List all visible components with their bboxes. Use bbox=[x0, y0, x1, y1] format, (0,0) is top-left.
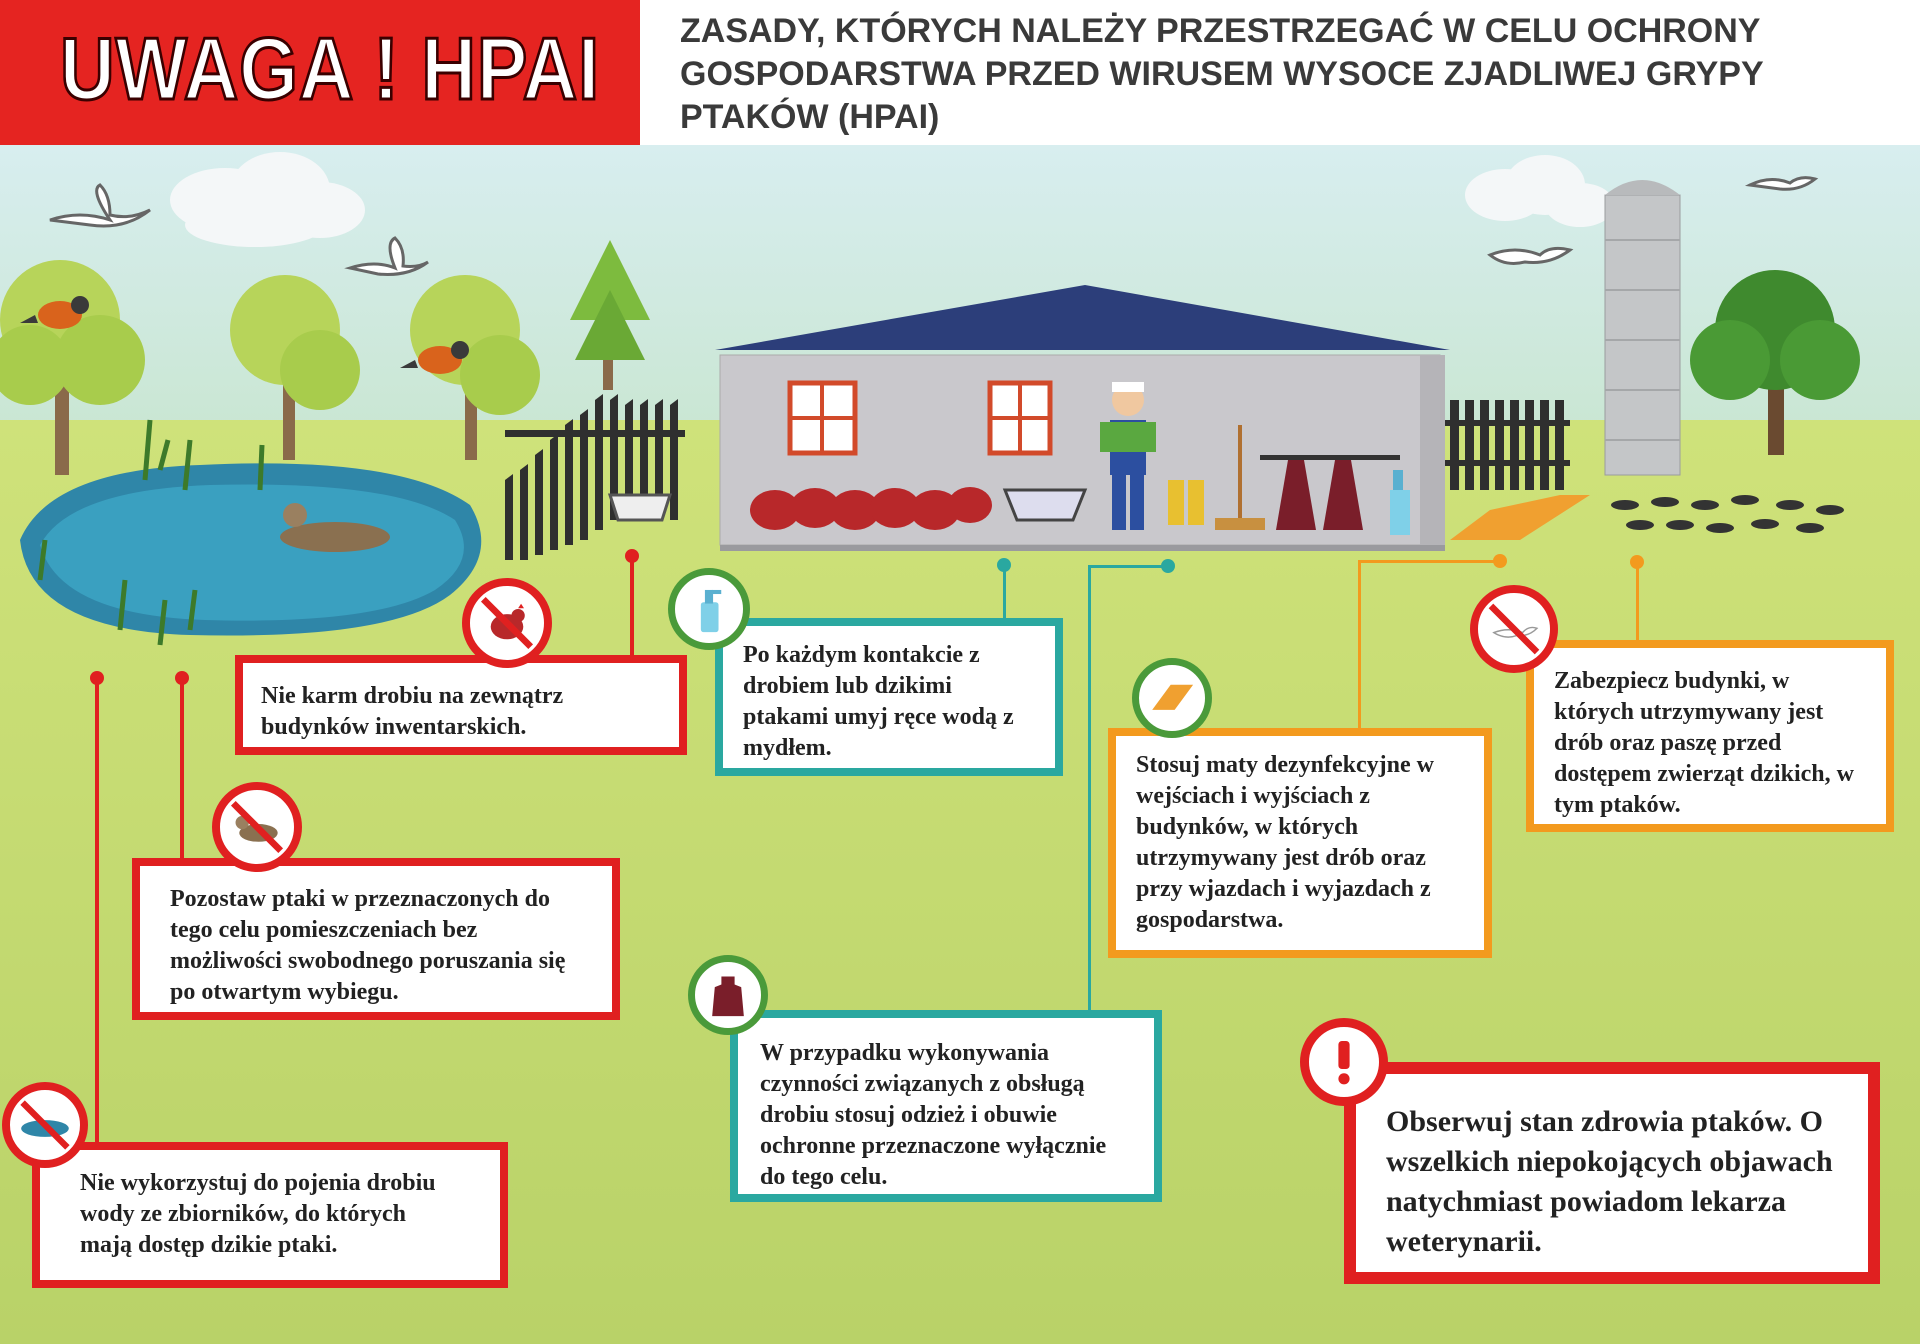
no-pond-icon bbox=[2, 1082, 88, 1168]
connector-dot bbox=[625, 549, 639, 563]
rule-water-box bbox=[32, 1142, 508, 1288]
rule-handwash-text: Po każdym kontakcie z drobiem lub dzikimi ptakami umyj ręce wodą z mydłem. bbox=[743, 642, 1014, 761]
connector-line bbox=[1088, 565, 1168, 568]
no-wild-bird-icon bbox=[1470, 585, 1558, 673]
connector-dot bbox=[175, 671, 189, 685]
rule-handwash-box bbox=[715, 618, 1063, 776]
connector-line bbox=[1358, 560, 1361, 728]
silo-icon bbox=[1605, 180, 1680, 475]
connector-line bbox=[630, 556, 634, 656]
rule-secure-box bbox=[1526, 640, 1894, 832]
rule-mats-text: Stosuj maty dezynfekcyjne w wejściach i wyjściach z budynków, w których utrzymywany jest drób oraz przy wjazdach i wyjazdach z gospodarstwa. bbox=[1136, 752, 1434, 933]
rule-mats-box bbox=[1108, 728, 1492, 958]
rule-secure-text: Zabezpiecz budynki, w których utrzymywany jest drób oraz paszę przed dostępem zwierząt dzikich, w tym ptaków. bbox=[1554, 668, 1854, 818]
rule-indoor-text: Pozostaw ptaki w przeznaczonych do tego celu pomieszczeniach bez możliwości swobodnego poruszania się po otwartym wybiegu. bbox=[170, 886, 566, 1005]
exclamation-icon bbox=[1300, 1018, 1388, 1106]
no-hen-icon bbox=[462, 578, 552, 668]
rule-water-text: Nie wykorzystuj do pojenia drobiu wody ze zbiorników, do których mają dostęp dzikie ptaki. bbox=[80, 1170, 436, 1258]
connector-line bbox=[1358, 560, 1500, 563]
page-subtitle: ZASADY, KTÓRYCH NALEŻY PRZESTRZEGAĆ W CELU OCHRONY GOSPODARSTWA PRZED WIRUSEM WYSOCE ZJADLIWEJ GRYPY PTAKÓW (HPAI) bbox=[680, 12, 1764, 136]
no-duck-icon bbox=[212, 782, 302, 872]
connector-dot bbox=[997, 558, 1011, 572]
rule-feeding-text: Nie karm drobiu na zewnątrz budynków inwentarskich. bbox=[261, 683, 564, 740]
connector-dot bbox=[1630, 555, 1644, 569]
connector-dot bbox=[1493, 554, 1507, 568]
connector-line bbox=[95, 678, 99, 1148]
header-banner bbox=[0, 0, 640, 145]
rule-indoor-box bbox=[132, 858, 620, 1020]
apron-icon bbox=[688, 955, 768, 1035]
header-subtitle-panel bbox=[640, 0, 1920, 145]
connector-line bbox=[1003, 565, 1006, 620]
page-title: UWAGA ! HPAI bbox=[60, 19, 601, 118]
feeder-icon bbox=[1005, 490, 1085, 520]
feeder-icon bbox=[610, 495, 670, 520]
rule-feeding-box bbox=[235, 655, 687, 755]
disinfection-mat-icon bbox=[1132, 658, 1212, 738]
rule-observe-text: Obserwuj stan zdrowia ptaków. O wszelkich niepokojących objawach natychmiast powiadom lekarza weterynarii. bbox=[1386, 1105, 1833, 1258]
connector-line bbox=[180, 678, 184, 868]
window-icon bbox=[990, 383, 1050, 453]
spray-bottle-icon bbox=[668, 568, 750, 650]
connector-dot bbox=[1161, 559, 1175, 573]
rule-observe-box bbox=[1344, 1062, 1880, 1284]
connector-line bbox=[1088, 565, 1091, 1010]
connector-dot bbox=[90, 671, 104, 685]
window-icon bbox=[790, 383, 855, 453]
rule-clothing-box bbox=[730, 1010, 1162, 1202]
rule-clothing-text: W przypadku wykonywania czynności związanych z obsługą drobiu stosuj odzież i obuwie ochronne przeznaczone wyłącznie do tego celu. bbox=[760, 1040, 1107, 1190]
